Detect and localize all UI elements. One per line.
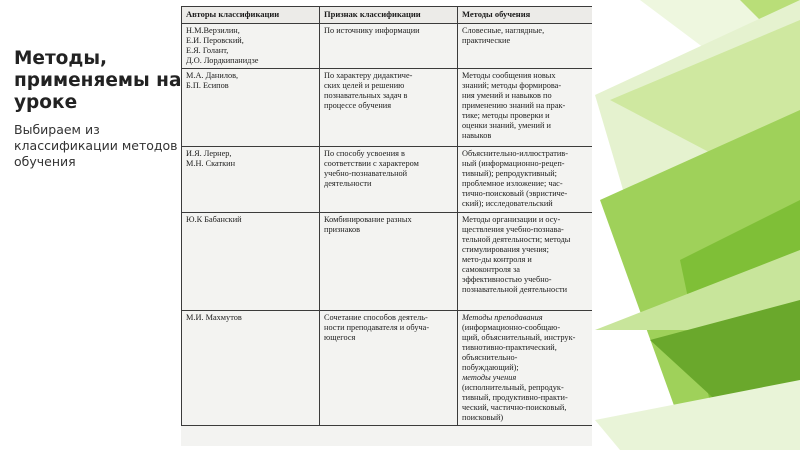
cell-line: оценки знаний, умений и [462,121,551,130]
table-row [182,24,593,69]
cell-line: Методы организации и осу- [462,215,561,224]
cell-line: Е.И. Перовский, [186,36,244,45]
authors-cell [182,311,320,426]
criterion-cell [320,147,458,213]
cell-line: ских целей и решению [324,81,405,90]
classification-table-image [181,6,592,446]
cell-line: применению знаний на прак- [462,101,566,110]
table-row [182,311,593,426]
cell-line: тельной деятельности; методы [462,235,571,244]
cell-line: знаний; методы формирова- [462,81,562,90]
table-row [182,213,593,311]
cell-line: ности преподавателя и обуча- [324,323,430,332]
cell-line: Н.М.Верзилин, [186,26,240,35]
cell-line: проблемное изложение; час- [462,179,563,188]
cell-line: тивный); репродуктивный; [462,169,557,178]
cell-line: познавательных задач в [324,91,408,100]
methods-cell [458,69,593,147]
cell-line: М.И. Махмутов [186,313,242,322]
authors-cell [182,147,320,213]
cell-line: тике; методы проверки и [462,111,550,120]
cell-line: навыков [462,131,492,140]
cell-line: Словесные, наглядные, [462,26,545,35]
slide-title: Методы, применяемы на уроке [14,48,182,113]
cell-line: тично-поисковый (эвристиче- [462,189,568,198]
cell-line: Объяснительно-иллюстратив- [462,149,568,158]
cell-line: Д.О. Лордкипанидзе [186,56,259,65]
cell-line: самоконтроля за [462,265,520,274]
header-methods: Методы обучения [458,7,593,24]
cell-line: Комбинирование разных [324,215,412,224]
criterion-cell [320,24,458,69]
cell-line: практические [462,36,511,45]
criterion-cell [320,311,458,426]
cell-line: ния умений и навыков по [462,91,552,100]
cell-line: эффективностью учебно- [462,275,552,284]
table-row [182,69,593,147]
cell-line: М.Н. Скаткин [186,159,236,168]
header-criterion: Признак классификации [320,7,458,24]
authors-cell [182,24,320,69]
cell-line: Ю.К Бабанский [186,215,242,224]
cell-line: По источнику информации [324,26,420,35]
cell-line: Методы сообщения новых [462,71,556,80]
classification-table [181,6,592,426]
cell-line: По способу усвоения в [324,149,405,158]
header-authors: Авторы классификации [182,7,320,24]
cell-line: познавательной деятельности [462,285,568,294]
criterion-cell [320,69,458,147]
cell-line: ющегося [324,333,356,342]
cell-line: ский); исследовательский [462,199,553,208]
table-row [182,147,593,213]
methods-learning-heading: методы учения [462,373,517,382]
authors-cell [182,213,320,311]
cell-line: (исполнительный, репродук- [462,383,564,392]
cell-line: поисковый) [462,413,504,422]
cell-line: М.А. Данилов, [186,71,239,80]
methods-cell [458,213,593,311]
slide-subtitle: Выбираем из классификации методов обучения [14,122,178,169]
cell-line: Б.П. Есипов [186,81,229,90]
cell-line: побуждающий); [462,363,519,372]
cell-line: учебно-познавательной [324,169,408,178]
cell-line: процессе обучения [324,101,392,110]
methods-cell [458,147,593,213]
cell-line: деятельности [324,179,372,188]
cell-line: Сочетание способов деятель- [324,313,428,322]
cell-line: объяснительно- [462,353,518,362]
cell-line: стимулирования учения; [462,245,549,254]
methods-cell [458,24,593,69]
table-header-row [182,7,593,24]
cell-line: соответствии с характером [324,159,419,168]
cell-line: ный (информационно-рецеп- [462,159,565,168]
cell-line: щий, объяснительный, инструк- [462,333,576,342]
cell-line: ществления учебно-познава- [462,225,564,234]
cell-line: ческий, частично-поисковый, [462,403,567,412]
cell-line: (информационно-сообщаю- [462,323,561,332]
methods-teaching-heading: Методы преподавания [462,313,543,322]
cell-line: тивный, продуктивно-практи- [462,393,568,402]
cell-line: По характеру дидактиче- [324,71,413,80]
cell-line: мето-ды контроля и [462,255,532,264]
criterion-cell [320,213,458,311]
cell-line: И.Я. Лернер, [186,149,232,158]
cell-line: тивнотивно-практический, [462,343,557,352]
methods-cell [458,311,593,426]
authors-cell [182,69,320,147]
cell-line: признаков [324,225,361,234]
cell-line: Е.Я. Голант, [186,46,229,55]
